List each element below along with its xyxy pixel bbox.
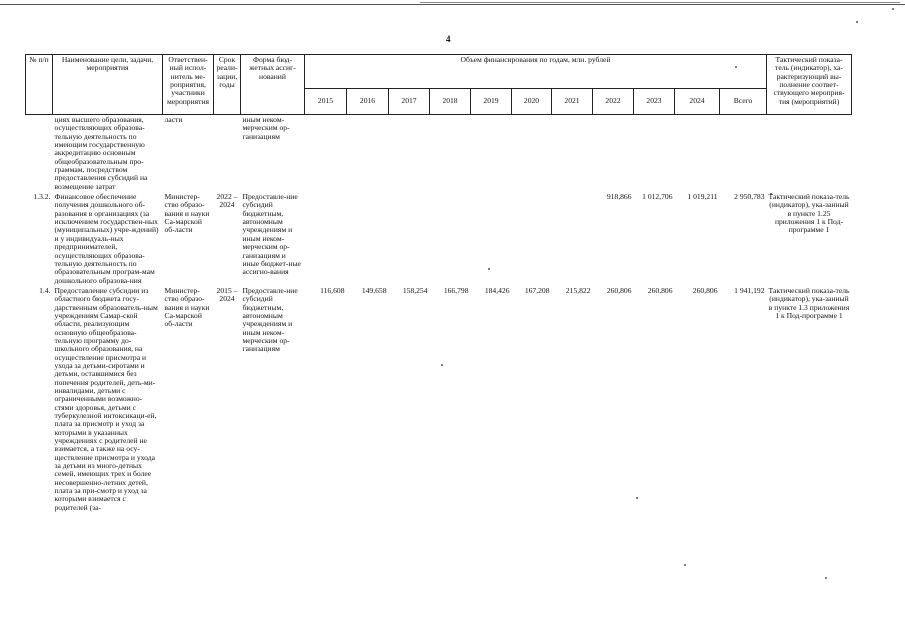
row-value: 1 019,211 xyxy=(687,192,718,202)
row-value xyxy=(512,192,552,286)
financing-table xyxy=(25,54,852,513)
col-header-year: 2022 xyxy=(593,89,634,115)
table-row xyxy=(26,192,852,286)
col-header-year: 2024 xyxy=(675,89,720,115)
row-value: 184,426 xyxy=(484,285,510,295)
row-value: 167,208 xyxy=(524,285,550,295)
row-indicator: Тактический показа-тель (индикатор), ука-занный в пункте 1.25 приложения 1 к Под-программе 1 xyxy=(768,192,850,235)
row-value xyxy=(471,192,512,286)
row-indicator: Тактический показа-тель (индикатор), ука-занный в пункте 1.3 приложения 1 к Под-программе 1 xyxy=(768,285,850,320)
row-term: 2022 – 2024 xyxy=(216,192,238,210)
row-form: Предоставле-ние субсидий бюджетным, автономным учреждениям и иным неком-мерческим ор-ганизациям и иные бюджет-ные ассигно-вания xyxy=(242,192,301,277)
col-header-volume: Объем финансирования по годам, млн. рублей xyxy=(305,55,767,89)
row-form: Предоставле-ние субсидий бюджетным, автономным учреждениям и иным неком-мерческим ор-ганизациям xyxy=(242,285,298,354)
table-row xyxy=(26,115,852,193)
col-header-term: Срок реали-зации, годы xyxy=(214,55,241,115)
col-header-indicator: Тактический показа-тель (индикатор), ха-рактеризующий вы-полнение соответ-ствующего мероприя-тия (мероприятий) xyxy=(767,55,852,115)
row-value: 1 012,706 xyxy=(642,192,673,202)
row-form: иным неком-мерческим ор-ганизациям xyxy=(242,115,290,141)
row-name: циях высшего образования, осуществляющих образова-тельную деятельность по имеющим государственную аккредитацию основным общеобразовательным про-граммам, посредством предоставления субсидий на возмещение затрат xyxy=(54,115,148,191)
col-header-year: 2023 xyxy=(634,89,675,115)
col-header-year: 2017 xyxy=(389,89,430,115)
col-header-year: 2021 xyxy=(552,89,593,115)
row-value xyxy=(347,115,389,193)
col-header-year: 2015 xyxy=(305,89,347,115)
row-value: 260,806 xyxy=(647,285,673,295)
col-header-name: Наименование цели, задачи, мероприятия xyxy=(53,55,163,115)
row-term: 2015 – 2024 xyxy=(216,285,238,304)
row-value: 158,254 xyxy=(402,285,428,295)
col-header-num: № п/п xyxy=(26,55,53,115)
row-name: Предоставление субсидии из областного бюджета госу-дарственным образователь-ным учреждениям Самар-ской области, реализующим основную общеобразова-тельную программу до-школьного образования, на осуществление присмотра и ухода за детьми-сиротами и детьми, оставшимися без попечения родителей, деть-ми-инвалидами, детьми с ограниченными возможно-стями здоровья, детьми с туберкулезной интоксикаци-ей, плата за присмотр и уход за которыми в указанных учреждениях с родителей не взимается, а также на осу-ществление присмотра и ухода за детьми из много-детных семей, имеющих трех и более несовершенно-летних детей, плата за при-смотр и уход за которыми взимается с родителей (за- xyxy=(54,285,158,512)
row-executor: Министер-ство образо-вания и науки Са-марской об-ласти xyxy=(164,192,210,235)
col-header-total: Всего xyxy=(720,89,767,115)
table-row xyxy=(26,286,852,513)
row-executor: ласти xyxy=(164,115,183,124)
col-header-year: 2020 xyxy=(512,89,552,115)
row-executor: Министер-ство образо-вания и науки Са-марской об-ласти xyxy=(164,285,210,329)
row-value: 166,798 xyxy=(443,285,469,295)
page-number: 4 xyxy=(446,34,451,44)
row-total: 2 950,783 xyxy=(734,192,765,202)
row-total: 1 941,192 xyxy=(734,285,765,295)
row-term xyxy=(214,115,241,193)
row-value xyxy=(471,115,512,193)
row-value xyxy=(593,115,634,193)
row-value xyxy=(389,115,430,193)
col-header-executor: Ответствен-ный испол-нитель ме-роприятия, участники мероприятия xyxy=(163,55,214,115)
row-num: 1.4. xyxy=(39,285,51,295)
col-header-year: 2019 xyxy=(471,89,512,115)
scan-edge-line xyxy=(0,4,905,5)
col-header-form: Форма бюд-жетных ассиг-нований xyxy=(241,55,305,115)
row-indicator xyxy=(767,115,852,193)
row-value: 116,608 xyxy=(320,285,345,295)
row-value xyxy=(389,192,430,286)
row-name: Финансовое обеспечение получения дошкольного об-разования в организациях (за исключением государствен-ных (муниципальных) учре-ждений) и у индивидуаль-ных предпринимателей, осуществляющих образова-тельную деятельность по образовательным програм-мам дошкольного образова-ния xyxy=(54,192,159,285)
col-header-year: 2016 xyxy=(347,89,389,115)
row-value xyxy=(512,115,552,193)
row-value xyxy=(675,115,720,193)
row-value xyxy=(430,115,471,193)
row-total xyxy=(720,115,767,193)
row-value: 260,806 xyxy=(692,285,718,295)
scan-speck xyxy=(856,21,858,23)
row-value xyxy=(305,192,347,286)
row-num: 1.3.2. xyxy=(33,192,51,202)
row-value xyxy=(347,192,389,286)
scan-speck xyxy=(892,8,894,10)
row-value xyxy=(552,192,593,286)
row-value xyxy=(552,115,593,193)
row-value: 260,806 xyxy=(606,285,632,295)
scan-speck xyxy=(684,564,686,566)
row-value: 215,822 xyxy=(565,285,591,295)
scan-edge-line xyxy=(420,2,900,3)
row-num xyxy=(26,115,53,193)
row-value: 918,866 xyxy=(606,192,632,202)
col-header-year: 2018 xyxy=(430,89,471,115)
row-value xyxy=(430,192,471,286)
row-value xyxy=(305,115,347,193)
row-value: 149,658 xyxy=(361,285,387,295)
row-value xyxy=(634,115,675,193)
scan-speck xyxy=(825,577,827,579)
